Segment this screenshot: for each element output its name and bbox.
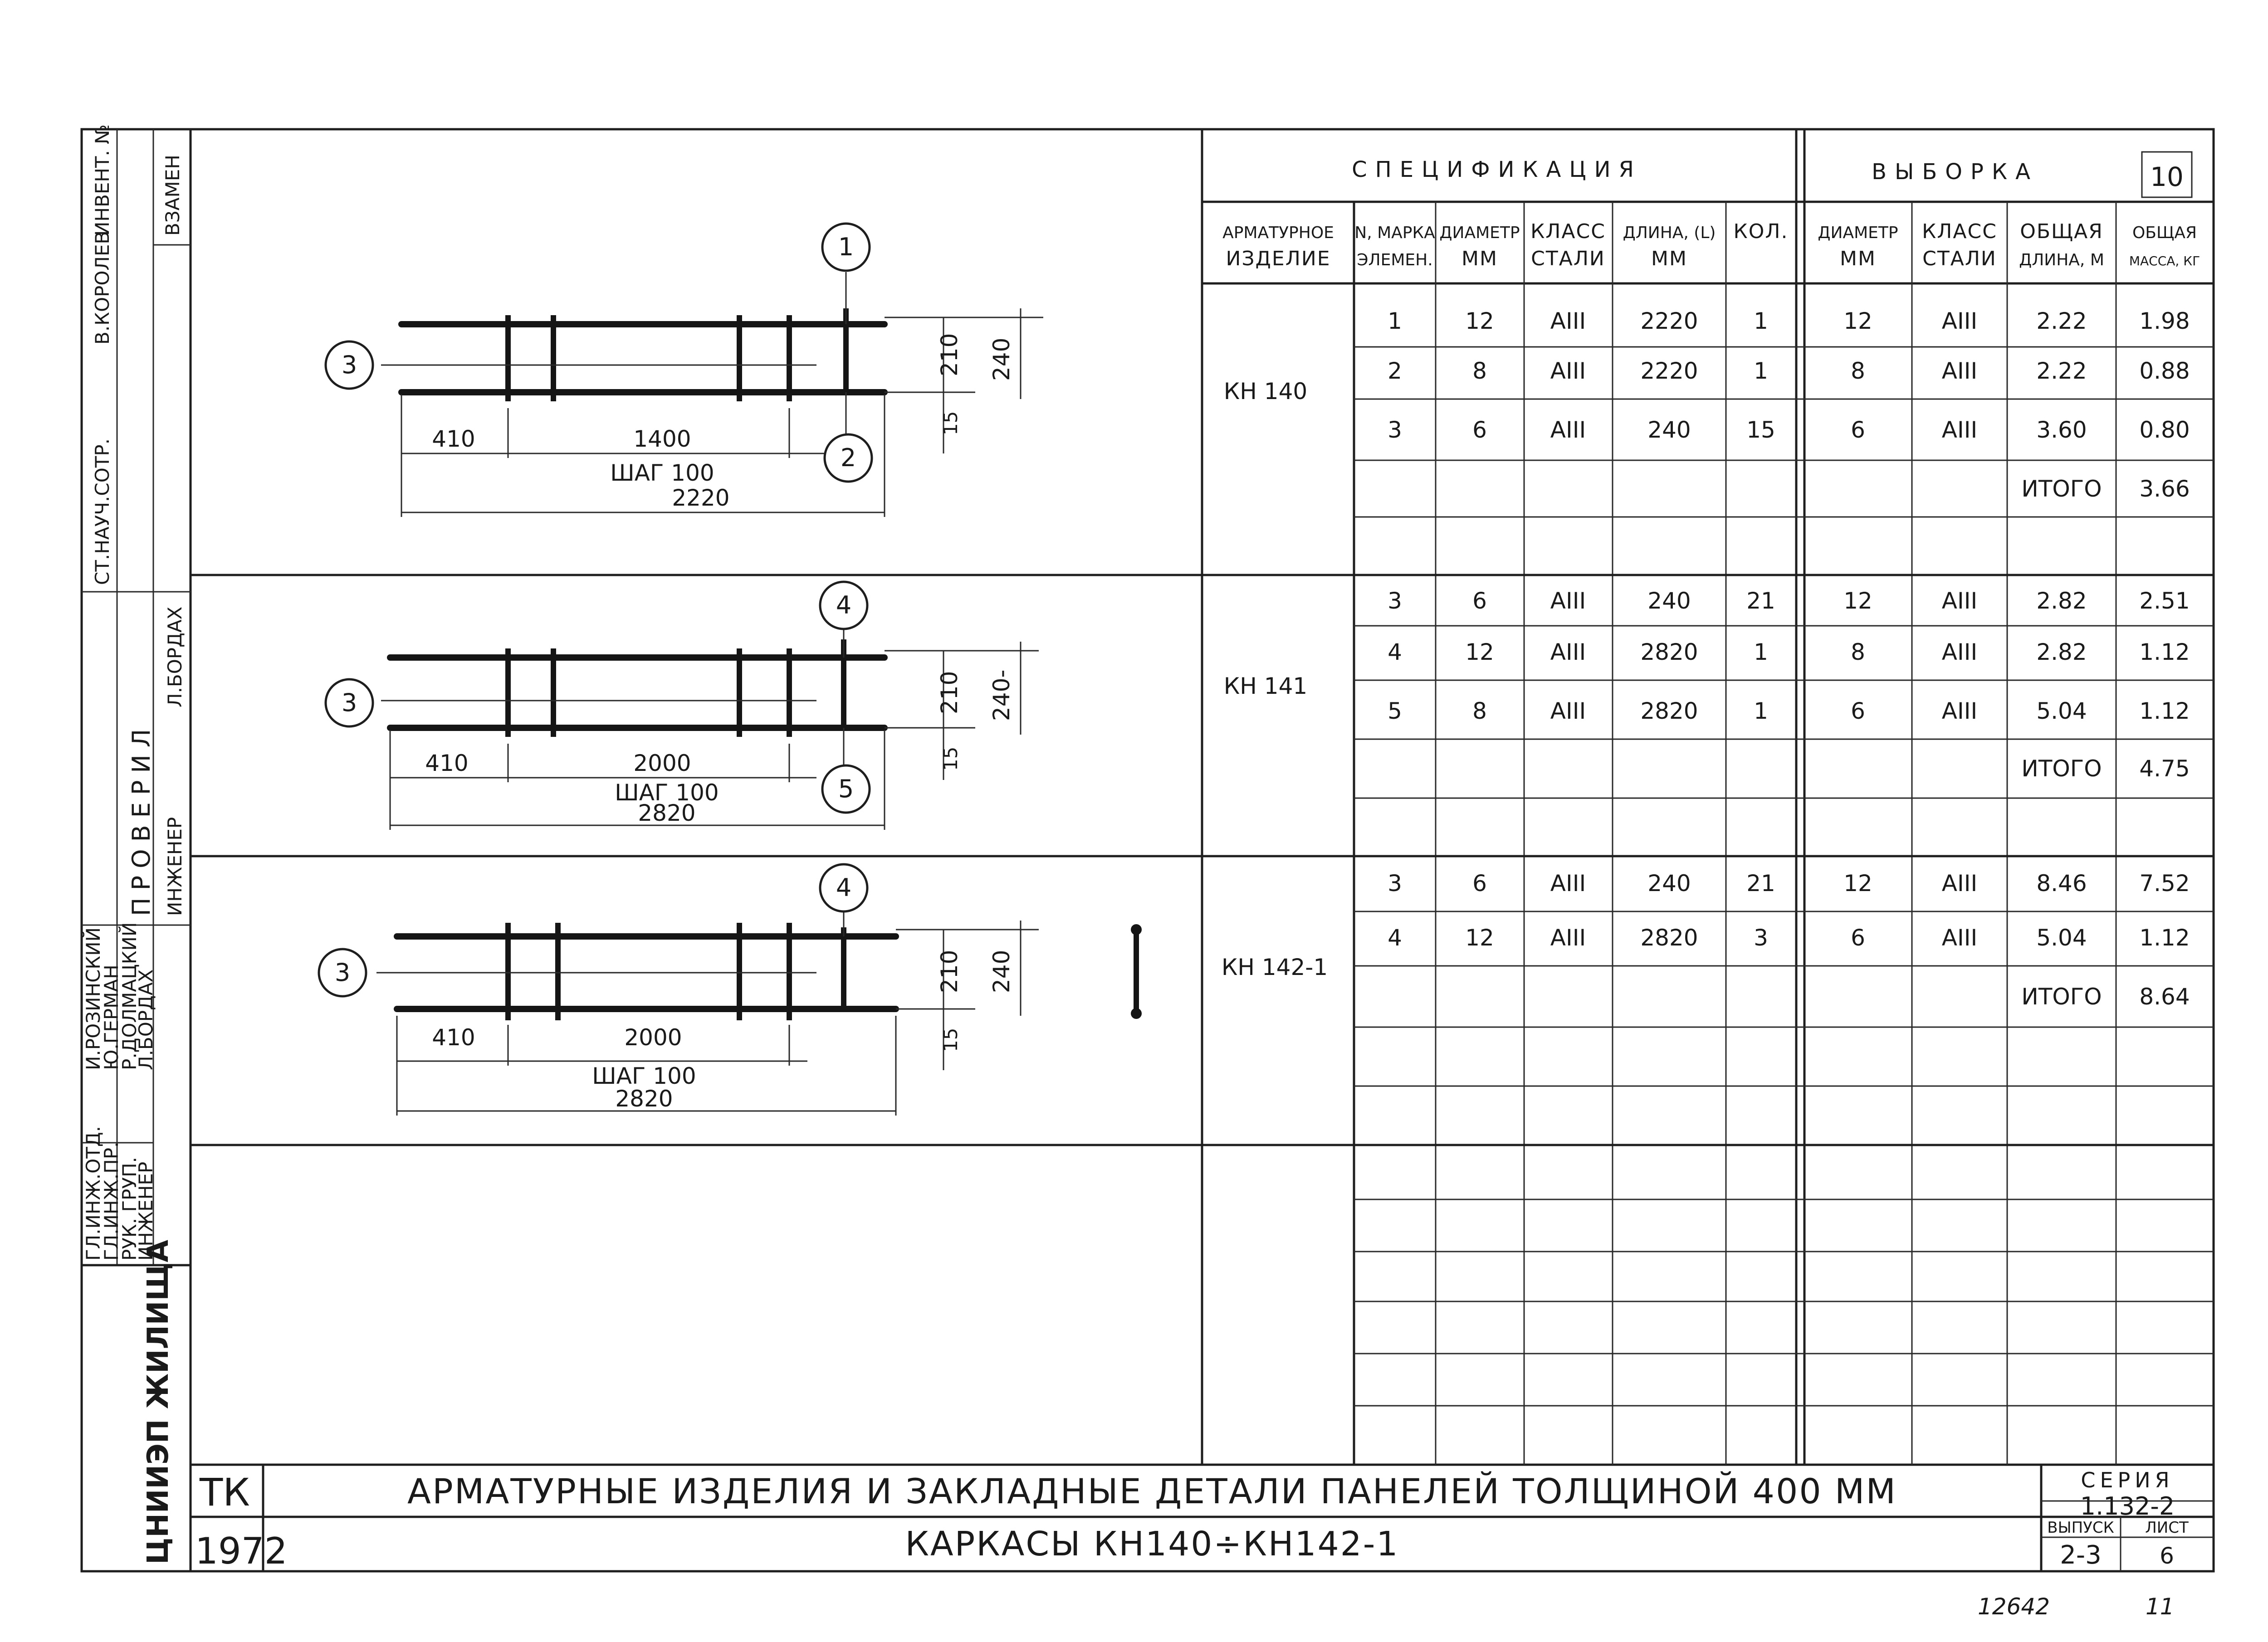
cell: 0.88 <box>2139 358 2190 384</box>
cell: АIII <box>1941 925 1978 951</box>
col-sdiam-2: ММ <box>1840 247 1876 270</box>
cell: 6 <box>1472 870 1487 897</box>
cell: 4 <box>1388 925 1402 951</box>
approved-name: В.КОРОЛЕВ <box>91 231 113 345</box>
overall-dim: 2820 <box>638 800 696 826</box>
cell: 6 <box>1472 417 1487 443</box>
cell: 1 <box>1388 308 1402 334</box>
series-label: СЕРИЯ <box>2081 1468 2174 1492</box>
h-inner: 210 <box>936 671 963 714</box>
checked-label: ПРОВЕРИЛ <box>127 721 156 916</box>
issue-value: 2-3 <box>2060 1540 2102 1570</box>
cell: АIII <box>1941 308 1978 334</box>
col-sclass-2: СТАЛИ <box>1922 247 1997 270</box>
col-diam-1: ДИАМЕТР <box>1439 224 1520 242</box>
side-stamp <box>82 124 191 1571</box>
cell: 21 <box>1746 588 1775 614</box>
cell: 1.98 <box>2139 308 2190 334</box>
dim-mid: 2000 <box>633 750 691 776</box>
col-mark-2: ЭЛЕМЕН. <box>1357 251 1433 269</box>
mark-bottom: 2 <box>840 443 856 472</box>
h-low: 15 <box>939 411 962 435</box>
col-tmass-2: МАССА, КГ <box>2129 253 2200 268</box>
cage-drawing-kn142-1 <box>319 864 1142 1116</box>
spec-table <box>1202 129 2214 1465</box>
cell: 12 <box>1465 639 1494 665</box>
sample-title: ВЫБОРКА <box>1872 159 2038 185</box>
cell: 7.52 <box>2139 870 2190 897</box>
cell: АIII <box>1550 588 1586 614</box>
group-kn142-1 <box>1222 870 2190 1010</box>
cell: 1 <box>1754 308 1768 334</box>
role-3: РУК. ГРУП. <box>118 1157 141 1261</box>
cell: 2220 <box>1640 308 1698 334</box>
col-class-1: КЛАСС <box>1530 220 1606 243</box>
cell: 240 <box>1647 588 1691 614</box>
product-name: КН 141 <box>1223 673 1308 699</box>
cell: 6 <box>1851 925 1865 951</box>
col-tmass-1: ОБЩАЯ <box>2132 224 2197 242</box>
cell: 2820 <box>1640 925 1698 951</box>
total-value: 3.66 <box>2139 476 2190 502</box>
col-qty: КОЛ. <box>1733 220 1789 243</box>
name-4: Л.БОРДАХ <box>135 969 157 1070</box>
sheet-value: 6 <box>2160 1543 2174 1569</box>
name-2: Ю.ГЕРМАН <box>100 965 122 1070</box>
org-code: ТК <box>200 1470 250 1515</box>
series-value: 1.132-2 <box>2080 1492 2175 1520</box>
cell: 15 <box>1746 417 1775 443</box>
cell: АIII <box>1550 358 1586 384</box>
cell: АIII <box>1550 308 1586 334</box>
col-class-2: СТАЛИ <box>1531 247 1605 270</box>
cell: 12 <box>1465 308 1494 334</box>
cell: АIII <box>1941 588 1978 614</box>
total-label: ИТОГО <box>2021 755 2102 782</box>
cell: АIII <box>1941 870 1978 897</box>
cell: АIII <box>1941 417 1978 443</box>
dim-left: 410 <box>432 426 475 452</box>
step-label: ШАГ 100 <box>615 780 719 806</box>
cell: АIII <box>1550 417 1586 443</box>
cell: 240 <box>1647 870 1691 897</box>
inventory-number: 12642 <box>1978 1593 2050 1620</box>
cell: АIII <box>1550 870 1586 897</box>
sheet-corner-number: 10 <box>2150 161 2184 192</box>
sheet-frame <box>191 129 2214 1571</box>
cell: 2220 <box>1640 358 1698 384</box>
overall-dim: 2220 <box>672 485 730 511</box>
step-label: ШАГ 100 <box>610 460 714 486</box>
mark-top: 1 <box>838 233 854 261</box>
cell: 2.22 <box>2036 358 2087 384</box>
mark-left: 3 <box>341 688 357 717</box>
h-outer: 240- <box>988 669 1015 721</box>
year: 1972 <box>195 1530 288 1572</box>
h-inner: 210 <box>936 950 963 993</box>
cell: 5.04 <box>2036 925 2087 951</box>
cell: 5.04 <box>2036 698 2087 724</box>
group-kn141 <box>1224 588 2190 782</box>
h-inner: 210 <box>936 333 963 376</box>
role-4: ИНЖЕНЕР <box>135 1161 157 1261</box>
title-line-2: КАРКАСЫ КН140÷КН142-1 <box>905 1525 1399 1564</box>
col-tlength-2: ДЛИНА, М <box>2019 251 2104 269</box>
checked-name: Л.БОРДАХ <box>164 606 186 707</box>
cell: 240 <box>1647 417 1691 443</box>
inventory-suffix: 11 <box>2146 1593 2175 1620</box>
dim-mid: 1400 <box>633 426 691 452</box>
col-sdiam-1: ДИАМЕТР <box>1818 224 1898 242</box>
cell: АIII <box>1550 639 1586 665</box>
specification-title: СПЕЦИФИКАЦИЯ <box>1352 157 1642 182</box>
cell: 2820 <box>1640 698 1698 724</box>
h-low: 15 <box>939 746 962 771</box>
name-3: Р.ДОЛМАЦКИЙ <box>118 922 141 1070</box>
col-length-2: ММ <box>1651 247 1687 270</box>
cell: 5 <box>1388 698 1402 724</box>
col-diam-2: ММ <box>1461 247 1498 270</box>
h-outer: 240 <box>988 950 1015 993</box>
total-label: ИТОГО <box>2021 476 2102 502</box>
cell: 2.22 <box>2036 308 2087 334</box>
cell: 3 <box>1388 870 1402 897</box>
cell: АIII <box>1941 639 1978 665</box>
cell: 2820 <box>1640 639 1698 665</box>
cell: 0.80 <box>2139 417 2190 443</box>
mark-top: 4 <box>836 591 852 619</box>
h-low: 15 <box>939 1028 962 1052</box>
cell: 3 <box>1388 588 1402 614</box>
cell: АIII <box>1550 698 1586 724</box>
total-value: 4.75 <box>2139 755 2190 782</box>
col-product-2: ИЗДЕЛИЕ <box>1226 247 1331 270</box>
dim-left: 410 <box>425 750 469 776</box>
cell: 12 <box>1843 588 1872 614</box>
dim-left: 410 <box>432 1024 475 1051</box>
cage-drawing-kn141 <box>326 582 1039 830</box>
mark-left: 3 <box>334 958 351 987</box>
cell: 21 <box>1746 870 1775 897</box>
cell: 6 <box>1851 417 1865 443</box>
sheet-label: ЛИСТ <box>2145 1519 2189 1537</box>
approved-role: СТ.НАУЧ.СОТР. <box>91 438 113 585</box>
cell: 1.12 <box>2139 639 2190 665</box>
issue-label: ВЫПУСК <box>2047 1519 2114 1537</box>
cell: 1 <box>1754 698 1768 724</box>
inventory-label: ИНВЕНТ. № <box>91 124 113 236</box>
header-labels <box>1222 220 2200 270</box>
col-sclass-1: КЛАСС <box>1922 220 1997 243</box>
replace-label: ВЗАМЕН <box>161 155 184 236</box>
col-length-1: ДЛИНА, (L) <box>1623 224 1716 242</box>
cell: 6 <box>1472 588 1487 614</box>
total-label: ИТОГО <box>2021 984 2102 1010</box>
total-value: 8.64 <box>2139 984 2190 1010</box>
cell: 1.12 <box>2139 698 2190 724</box>
col-mark-1: N, МАРКА <box>1354 224 1435 242</box>
step-label: ШАГ 100 <box>592 1063 696 1089</box>
role-1: ГЛ.ИНЖ.ОТД. <box>82 1126 104 1261</box>
cell: АIII <box>1941 698 1978 724</box>
cell: АIII <box>1941 358 1978 384</box>
col-product-1: АРМАТУРНОЕ <box>1222 224 1334 242</box>
cell: 2.82 <box>2036 639 2087 665</box>
cage-drawing-kn140 <box>326 224 1043 517</box>
title-line-1: АРМАТУРНЫЕ ИЗДЕЛИЯ И ЗАКЛАДНЫЕ ДЕТАЛИ ПАНЕЛЕЙ ТОЛЩИНОЙ 400 ММ <box>407 1471 1897 1511</box>
cell: 1 <box>1754 358 1768 384</box>
cell: 6 <box>1851 698 1865 724</box>
section-symbol <box>1131 924 1142 1019</box>
cell: 2 <box>1388 358 1402 384</box>
h-outer: 240 <box>988 337 1015 381</box>
institute-name: ЦНИИЭП ЖИЛИЩА <box>142 1240 175 1564</box>
mark-bottom: 5 <box>838 775 854 803</box>
cell: 3 <box>1754 925 1768 951</box>
cell: 12 <box>1465 925 1494 951</box>
cell: АIII <box>1550 925 1586 951</box>
group-kn140 <box>1224 308 2190 502</box>
cell: 8 <box>1472 358 1487 384</box>
cell: 4 <box>1388 639 1402 665</box>
cell: 1.12 <box>2139 925 2190 951</box>
name-1: И.РОЗИНСКИЙ <box>82 927 104 1070</box>
dim-mid: 2000 <box>624 1024 682 1051</box>
cell: 8 <box>1851 358 1865 384</box>
cell: 2.51 <box>2139 588 2190 614</box>
cell: 12 <box>1843 870 1872 897</box>
cell: 8 <box>1472 698 1487 724</box>
mark-top: 4 <box>836 873 852 902</box>
cell: 12 <box>1843 308 1872 334</box>
col-tlength-1: ОБЩАЯ <box>2020 220 2103 243</box>
overall-dim: 2820 <box>615 1086 673 1112</box>
cell: 1 <box>1754 639 1768 665</box>
mark-left: 3 <box>341 351 357 379</box>
product-name: КН 142-1 <box>1221 954 1328 980</box>
cell: 3.60 <box>2036 417 2087 443</box>
role-2: ГЛ.ИНЖ.ПР. <box>100 1141 122 1261</box>
cell: 8.46 <box>2036 870 2087 897</box>
cell: 2.82 <box>2036 588 2087 614</box>
cell: 8 <box>1851 639 1865 665</box>
product-name: КН 140 <box>1223 378 1308 404</box>
checked-role: ИНЖЕНЕР <box>164 817 186 916</box>
cell: 3 <box>1388 417 1402 443</box>
title-block <box>191 1465 2214 1620</box>
